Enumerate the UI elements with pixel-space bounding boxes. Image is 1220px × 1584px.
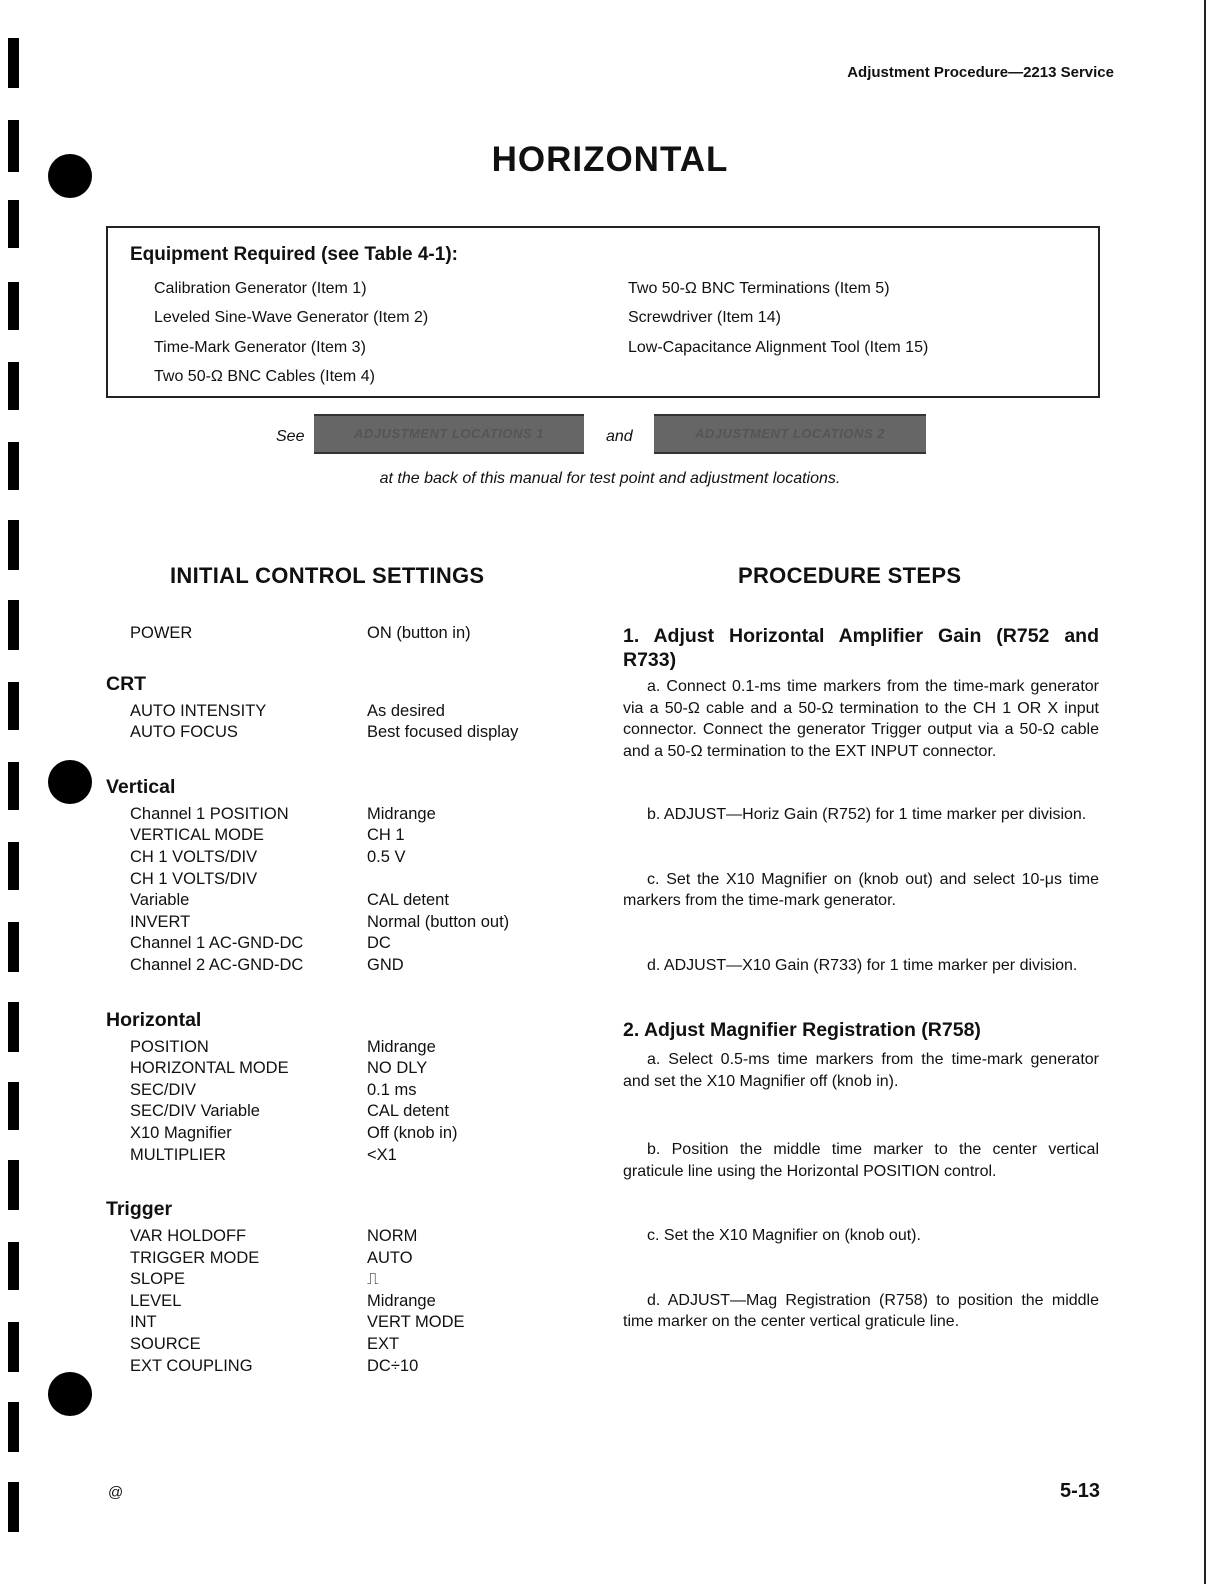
binder-mark bbox=[8, 682, 19, 730]
setting-value: Midrange bbox=[367, 1291, 436, 1310]
setting-value: Off (knob in) bbox=[367, 1123, 458, 1142]
setting-label: LEVEL bbox=[130, 1291, 182, 1310]
step-1d: d. ADJUST—X10 Gain (R733) for 1 time marker per division. bbox=[647, 956, 1078, 974]
see-word: See bbox=[276, 428, 305, 445]
group-heading: Horizontal bbox=[106, 1008, 202, 1031]
equipment-item: Time-Mark Generator (Item 3) bbox=[154, 338, 366, 356]
setting-label: HORIZONTAL MODE bbox=[130, 1059, 289, 1078]
binder-mark bbox=[8, 762, 19, 810]
setting-value: 0.5 V bbox=[367, 847, 406, 866]
binder-mark bbox=[8, 922, 19, 972]
page-number: 5-13 bbox=[1059, 1480, 1100, 1502]
setting-row bbox=[106, 826, 576, 848]
setting-row bbox=[106, 1292, 576, 1314]
setting-value: Midrange bbox=[367, 1037, 436, 1056]
setting-row bbox=[106, 1146, 576, 1168]
setting-label: INT bbox=[130, 1313, 157, 1332]
and-word: and bbox=[606, 428, 633, 445]
tab-label: ADJUSTMENT LOCATIONS 1 bbox=[354, 426, 544, 441]
settings-heading: INITIAL CONTROL SETTINGS bbox=[170, 563, 485, 588]
setting-label: CH 1 VOLTS/DIV bbox=[130, 847, 258, 866]
binder-mark bbox=[8, 842, 19, 890]
equipment-list-right bbox=[628, 274, 928, 362]
group-heading: CRT bbox=[106, 672, 147, 695]
equipment-list-left bbox=[154, 274, 428, 391]
setting-value: Midrange bbox=[367, 804, 436, 823]
setting-value: NO DLY bbox=[367, 1059, 428, 1078]
binder-mark bbox=[8, 520, 19, 570]
slope-symbol: ⎍ bbox=[367, 1270, 379, 1289]
group-heading: Trigger bbox=[106, 1198, 173, 1221]
setting-label: SLOPE bbox=[130, 1270, 186, 1289]
setting-label: EXT COUPLING bbox=[130, 1356, 253, 1375]
setting-value: DC÷10 bbox=[367, 1356, 419, 1375]
settings-power bbox=[106, 624, 576, 646]
equipment-item: Calibration Generator (Item 1) bbox=[154, 280, 367, 297]
setting-row bbox=[106, 1357, 576, 1379]
procedure-steps bbox=[623, 624, 1099, 1333]
settings-group-trigger bbox=[106, 1197, 576, 1378]
setting-value: 0.1 ms bbox=[367, 1080, 417, 1099]
step-1c: c. Set the X10 Magnifier on (knob out) and select 10-μs time markers from the time-mark generator. bbox=[623, 870, 1099, 909]
equipment-item: Leveled Sine-Wave Generator (Item 2) bbox=[154, 309, 429, 327]
setting-value: AUTO bbox=[367, 1248, 413, 1267]
setting-row bbox=[106, 848, 576, 870]
setting-label: INVERT bbox=[130, 912, 191, 931]
setting-label: CH 1 VOLTS/DIV bbox=[130, 869, 258, 888]
setting-row bbox=[106, 913, 576, 935]
binder-mark bbox=[8, 1082, 19, 1130]
page-title: HORIZONTAL bbox=[491, 140, 729, 179]
setting-value: CAL detent bbox=[367, 1102, 449, 1121]
setting-row bbox=[106, 1102, 576, 1124]
setting-row bbox=[106, 1081, 576, 1103]
setting-value: <X1 bbox=[367, 1145, 397, 1164]
setting-value: NORM bbox=[367, 1227, 418, 1246]
setting-row bbox=[106, 1124, 576, 1146]
binder-mark bbox=[8, 1242, 19, 1290]
step-1a: a. Connect 0.1-ms time markers from the time-mark generator via a 50-Ω cable and a 50-Ω termination to the CH 1 OR X input connector. Connect the generator Trigger output via a 50-Ω cable and a 50-Ω termination to the EXT INPUT connector. bbox=[623, 678, 1099, 760]
tab-label: ADJUSTMENT LOCATIONS 2 bbox=[695, 426, 885, 441]
setting-row bbox=[106, 1059, 576, 1081]
footer-mark: @ bbox=[108, 1484, 124, 1501]
binder-mark bbox=[8, 1482, 19, 1532]
setting-row bbox=[106, 1249, 576, 1271]
setting-label: POWER bbox=[130, 624, 193, 642]
setting-label: SEC/DIV Variable bbox=[130, 1102, 260, 1121]
settings-group-horizontal bbox=[106, 1008, 576, 1168]
equipment-item: Two 50-Ω BNC Cables (Item 4) bbox=[154, 367, 375, 385]
setting-row bbox=[106, 934, 576, 956]
step-1-title: 1. Adjust Horizontal Amplifier Gain (R752 and R733) bbox=[623, 625, 1099, 671]
punch-hole bbox=[48, 1372, 92, 1416]
punch-hole bbox=[48, 760, 92, 804]
setting-value: EXT bbox=[367, 1335, 400, 1354]
binder-mark bbox=[8, 282, 19, 330]
binder-mark bbox=[8, 1160, 19, 1210]
setting-label: AUTO FOCUS bbox=[130, 723, 238, 742]
settings-group-vertical bbox=[106, 775, 576, 978]
setting-value: Best focused display bbox=[367, 723, 519, 742]
step-2d: d. ADJUST—Mag Registration (R758) to position the middle time marker on the center vertical graticule line. bbox=[623, 1291, 1099, 1330]
setting-label: VAR HOLDOFF bbox=[130, 1227, 247, 1246]
step-1b: b. ADJUST—Horiz Gain (R752) for 1 time marker per division. bbox=[647, 806, 1087, 823]
procedure-heading: PROCEDURE STEPS bbox=[738, 563, 962, 588]
setting-label: Variable bbox=[130, 891, 190, 910]
adjustment-locations-1-tab bbox=[314, 414, 584, 454]
running-head: Adjustment Procedure—2213 Service bbox=[847, 64, 1114, 81]
setting-row bbox=[106, 702, 576, 724]
binder-mark bbox=[8, 200, 19, 248]
setting-row bbox=[106, 870, 576, 892]
setting-label: Channel 2 AC-GND-DC bbox=[130, 955, 304, 974]
setting-row bbox=[106, 1313, 576, 1335]
reference-caption: at the back of this manual for test point and adjustment locations. bbox=[379, 470, 841, 487]
binder-mark bbox=[8, 600, 19, 650]
setting-row bbox=[106, 805, 576, 827]
setting-label: MULTIPLIER bbox=[130, 1145, 226, 1164]
setting-value: Normal (button out) bbox=[367, 912, 510, 931]
setting-row bbox=[106, 1227, 576, 1249]
setting-value: GND bbox=[367, 955, 404, 974]
setting-label: TRIGGER MODE bbox=[130, 1248, 260, 1267]
setting-row bbox=[106, 624, 576, 646]
setting-label: SOURCE bbox=[130, 1335, 201, 1354]
binder-mark bbox=[8, 38, 19, 88]
group-heading: Vertical bbox=[106, 775, 176, 798]
page-edge-line bbox=[1204, 0, 1206, 1584]
setting-value: CH 1 bbox=[367, 826, 405, 845]
setting-value: DC bbox=[367, 934, 391, 953]
step-2b: b. Position the middle time marker to the center vertical graticule line using the Horizontal POSITION control. bbox=[623, 1141, 1099, 1180]
setting-row bbox=[106, 956, 576, 978]
setting-label: SEC/DIV bbox=[130, 1080, 197, 1099]
step-2c: c. Set the X10 Magnifier on (knob out). bbox=[647, 1227, 921, 1244]
adjustment-locations-2-tab bbox=[654, 414, 926, 454]
setting-value: ON (button in) bbox=[367, 624, 471, 642]
equipment-box bbox=[106, 226, 1100, 398]
setting-label: Channel 1 POSITION bbox=[130, 804, 289, 823]
see-reference bbox=[0, 414, 1220, 458]
equipment-heading: Equipment Required (see Table 4-1): bbox=[130, 244, 458, 265]
binder-mark bbox=[8, 362, 19, 410]
setting-label: POSITION bbox=[130, 1037, 209, 1056]
control-settings bbox=[106, 624, 576, 1391]
setting-row bbox=[106, 1335, 576, 1357]
binder-mark bbox=[8, 1402, 19, 1452]
setting-row bbox=[106, 1270, 576, 1292]
binder-mark bbox=[8, 1322, 19, 1372]
setting-row bbox=[106, 1038, 576, 1060]
equipment-item: Low-Capacitance Alignment Tool (Item 15) bbox=[628, 338, 929, 356]
setting-label: VERTICAL MODE bbox=[130, 826, 264, 845]
equipment-item: Screwdriver (Item 14) bbox=[628, 309, 781, 327]
equipment-item: Two 50-Ω BNC Terminations (Item 5) bbox=[628, 280, 890, 297]
setting-row bbox=[106, 891, 576, 913]
setting-row bbox=[106, 723, 576, 745]
binder-mark bbox=[8, 1002, 19, 1052]
setting-value: VERT MODE bbox=[367, 1313, 465, 1332]
setting-value: As desired bbox=[367, 701, 445, 720]
setting-value: CAL detent bbox=[367, 891, 449, 910]
setting-label: AUTO INTENSITY bbox=[130, 701, 267, 720]
settings-group-crt bbox=[106, 672, 576, 745]
step-2a: a. Select 0.5-ms time markers from the time-mark generator and set the X10 Magnifier off (knob in). bbox=[623, 1051, 1099, 1090]
step-2-title: 2. Adjust Magnifier Registration (R758) bbox=[623, 1019, 981, 1041]
setting-label: Channel 1 AC-GND-DC bbox=[130, 934, 304, 953]
setting-label: X10 Magnifier bbox=[130, 1123, 232, 1142]
